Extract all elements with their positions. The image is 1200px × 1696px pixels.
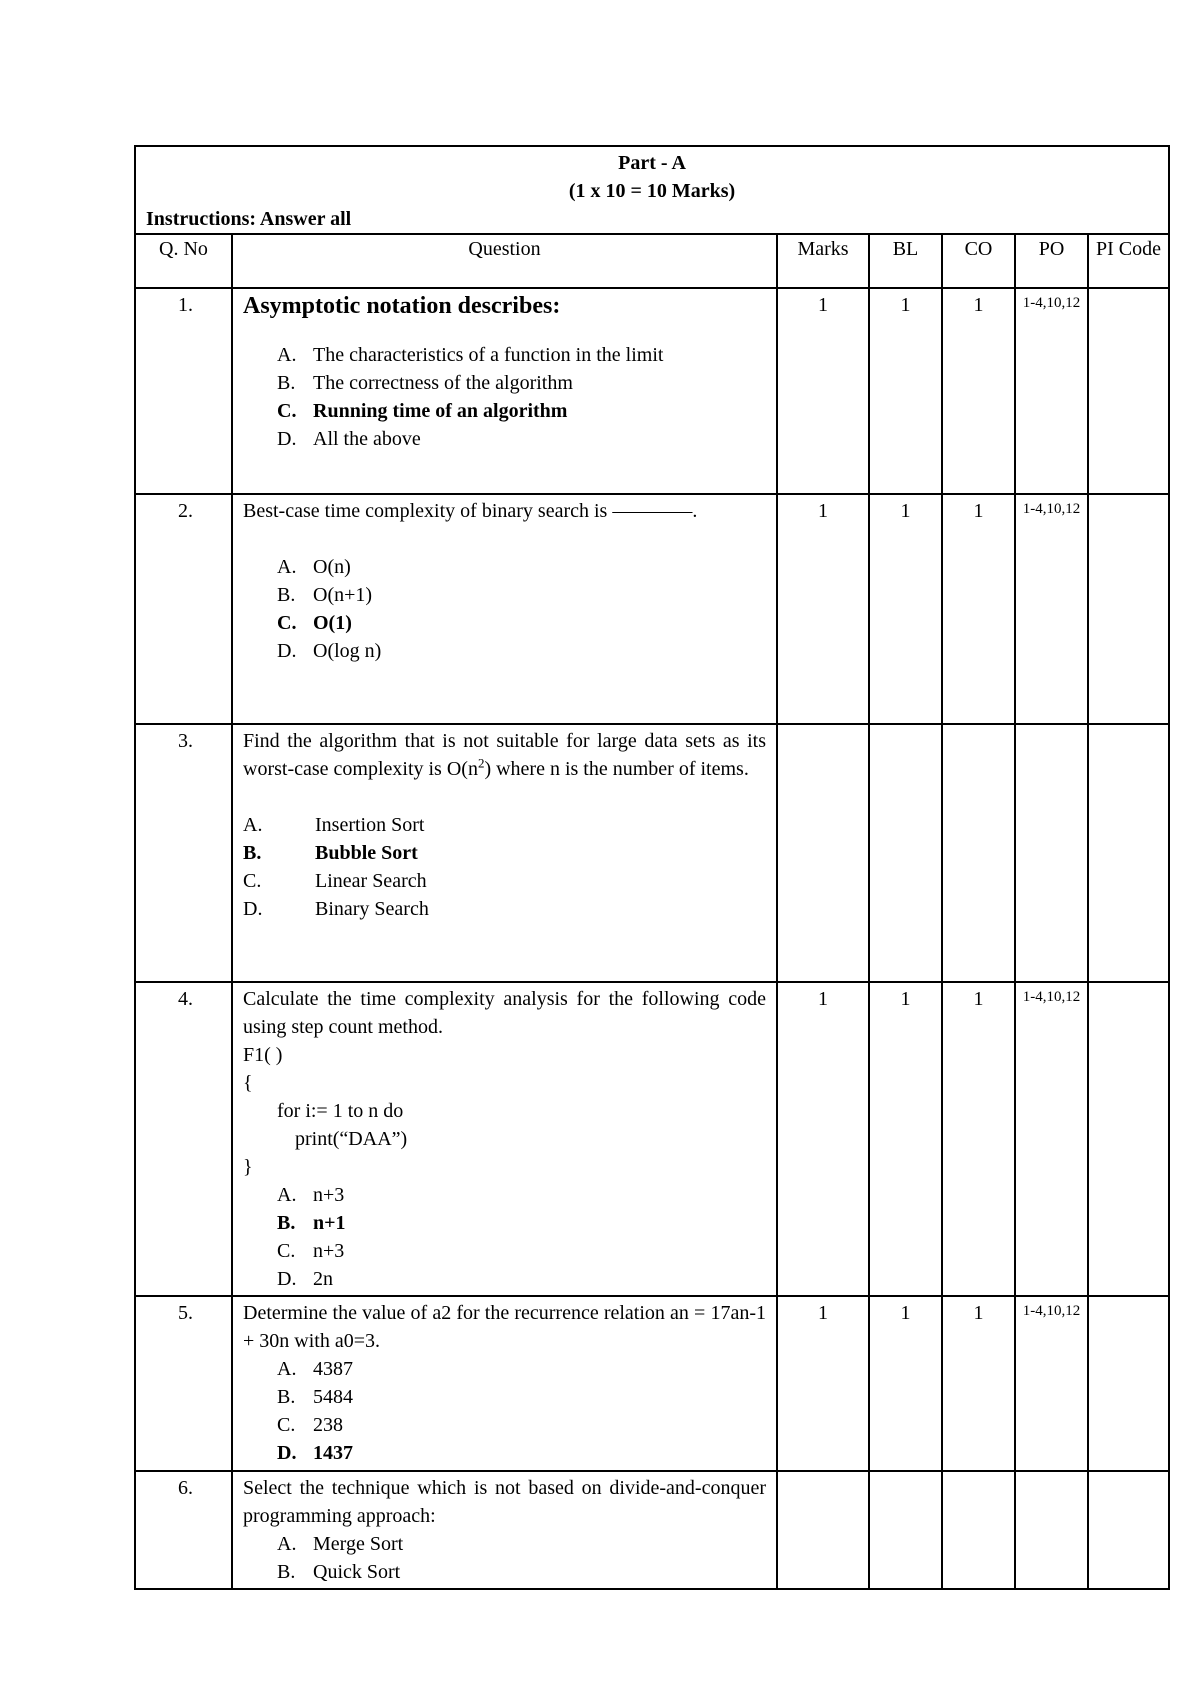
bl-value: 1 [869, 1296, 942, 1471]
co-value [942, 1471, 1015, 1589]
instructions: Instructions: Answer all [146, 208, 352, 230]
pi-value [1088, 288, 1169, 494]
option-b: B. O(n+1) [277, 584, 373, 606]
option-c: C. n+3 [277, 1240, 345, 1262]
question-cell [232, 1296, 777, 1471]
question-text: Best-case time complexity of binary search is ————. [243, 500, 698, 522]
marks-value: 1 [777, 288, 869, 494]
question-text: Select the technique which is not based on divide-and-conquer programming approach: [243, 1477, 766, 1527]
po-value [1015, 724, 1088, 982]
question-text: Asymptotic notation describes: [243, 293, 561, 319]
code-line: print(“DAA”) [295, 1128, 408, 1150]
option-c: C. Linear Search [243, 870, 427, 892]
question-number: 4. [135, 982, 232, 1296]
po-value: 1-4,10,12 [1015, 494, 1088, 724]
question-cell [232, 982, 777, 1296]
question-cell [232, 494, 777, 724]
marks-value [777, 724, 869, 982]
col-co: CO [942, 234, 1015, 288]
pi-value [1088, 1296, 1169, 1471]
col-qno: Q. No [135, 234, 232, 288]
option-d: D. All the above [277, 428, 421, 450]
co-value: 1 [942, 982, 1015, 1296]
option-a: A. 4387 [277, 1358, 353, 1380]
bl-value [869, 724, 942, 982]
col-pi: PI Code [1088, 234, 1169, 288]
table-row [135, 1471, 1169, 1589]
question-text: Calculate the time complexity analysis for the following code using step count method. [243, 988, 766, 1038]
column-header-row [135, 234, 1169, 288]
option-d: D. Binary Search [243, 898, 429, 920]
pi-value [1088, 1471, 1169, 1589]
option-a: A. Merge Sort [277, 1533, 404, 1555]
code-line: F1( ) [243, 1044, 283, 1066]
question-number: 3. [135, 724, 232, 982]
question-cell [232, 1471, 777, 1589]
question-text: Determine the value of a2 for the recurrence relation an = 17an-1 + 30n with a0=3. [243, 1302, 766, 1352]
table-row [135, 982, 1169, 1296]
co-value: 1 [942, 1296, 1015, 1471]
col-question: Question [232, 234, 777, 288]
po-value [1015, 1471, 1088, 1589]
pi-value [1088, 724, 1169, 982]
option-a: A. Insertion Sort [243, 814, 425, 836]
bl-value: 1 [869, 288, 942, 494]
pi-value [1088, 494, 1169, 724]
table-row [135, 1296, 1169, 1471]
marks-value [777, 1471, 869, 1589]
option-a: A. n+3 [277, 1184, 345, 1206]
option-b: B. Quick Sort [277, 1561, 401, 1583]
option-c-correct: C. O(1) [277, 612, 352, 634]
marks-value: 1 [777, 494, 869, 724]
po-value: 1-4,10,12 [1015, 982, 1088, 1296]
co-value: 1 [942, 494, 1015, 724]
table-row [135, 724, 1169, 982]
code-line: for i:= 1 to n do [277, 1100, 404, 1122]
header-cell [135, 146, 1169, 234]
option-a: A. O(n) [277, 556, 351, 578]
option-c: C. 238 [277, 1414, 343, 1436]
question-cell [232, 724, 777, 982]
col-po: PO [1015, 234, 1088, 288]
option-a: A. The characteristics of a function in the limit [277, 344, 664, 366]
option-d: D. O(log n) [277, 640, 382, 662]
co-value [942, 724, 1015, 982]
question-number: 1. [135, 288, 232, 494]
question-number: 6. [135, 1471, 232, 1589]
option-b: B. 5484 [277, 1386, 353, 1408]
question-table [134, 145, 1170, 1590]
code-line: { [243, 1072, 253, 1094]
bl-value: 1 [869, 494, 942, 724]
code-line: } [243, 1156, 253, 1178]
part-title: Part - A [618, 152, 686, 174]
marks-value: 1 [777, 982, 869, 1296]
header-row [135, 146, 1169, 234]
table-row [135, 288, 1169, 494]
option-b-correct: B. Bubble Sort [243, 842, 418, 864]
option-d: D. 2n [277, 1268, 333, 1290]
col-marks: Marks [777, 234, 869, 288]
question-number: 2. [135, 494, 232, 724]
po-value: 1-4,10,12 [1015, 288, 1088, 494]
question-cell [232, 288, 777, 494]
col-bl: BL [869, 234, 942, 288]
option-d-correct: D. 1437 [277, 1442, 353, 1464]
co-value: 1 [942, 288, 1015, 494]
question-text: Find the algorithm that is not suitable for large data sets as its worst-case complexity is $O(n^2)$ where n is the number of items. [243, 730, 766, 780]
bl-value [869, 1471, 942, 1589]
bl-value: 1 [869, 982, 942, 1296]
question-number: 5. [135, 1296, 232, 1471]
table-row [135, 494, 1169, 724]
marks-summary: (1 x 10 = 10 Marks) [568, 180, 736, 202]
option-c-correct: C. Running time of an algorithm [277, 400, 568, 422]
po-value: 1-4,10,12 [1015, 1296, 1088, 1471]
option-b-correct: B. n+1 [277, 1212, 346, 1234]
marks-value: 1 [777, 1296, 869, 1471]
exam-sheet [134, 145, 1168, 1590]
option-b: B. The correctness of the algorithm [277, 372, 573, 394]
pi-value [1088, 982, 1169, 1296]
